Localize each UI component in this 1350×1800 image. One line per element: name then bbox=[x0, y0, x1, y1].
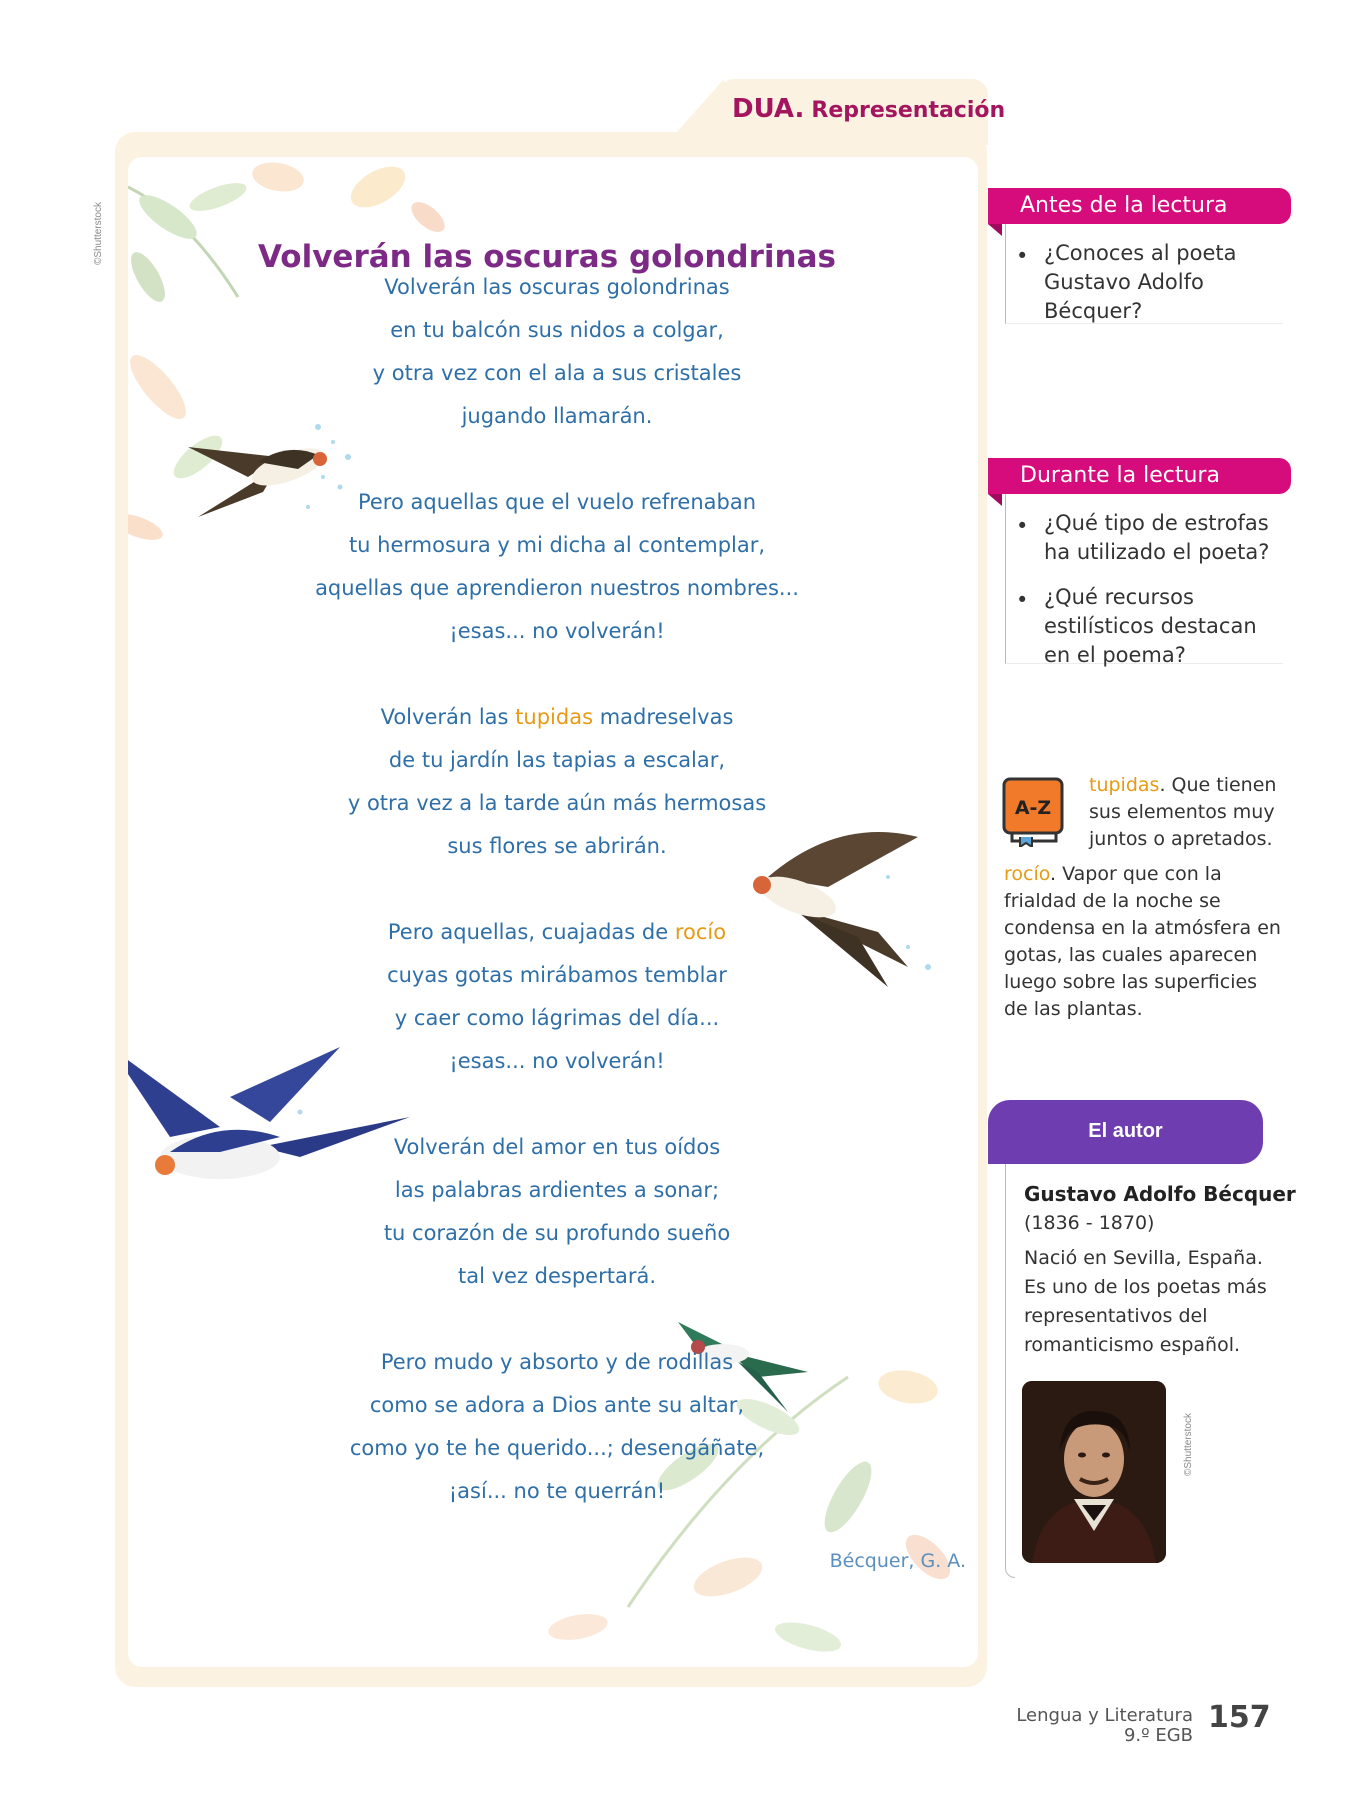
author-box bbox=[1005, 1164, 1015, 1578]
poem-title: Volverán las oscuras golondrinas bbox=[258, 239, 836, 275]
dua-tab-slope bbox=[676, 79, 724, 133]
author-bio: Nació en Sevilla, España. Es uno de los poetas más representativos del romanticismo español. bbox=[1024, 1247, 1267, 1356]
poem-verse: ¡esas... no volverán! bbox=[449, 1049, 665, 1073]
poem-verse: Pero mudo y absorto y de rodillas bbox=[380, 1350, 734, 1374]
verse-text: madreselvas bbox=[593, 705, 734, 729]
during-reading-header-fold bbox=[988, 494, 1002, 506]
poem-verse: como se adora a Dios ante su altar, bbox=[369, 1393, 745, 1417]
dua-banner-label: Representación bbox=[811, 98, 1006, 123]
bullet-icon: • bbox=[1016, 514, 1029, 538]
poem-verse: Volverán las oscuras golondrinas bbox=[384, 275, 730, 299]
poem-verse: ¡esas... no volverán! bbox=[449, 619, 665, 643]
glossary-term: tupidas bbox=[1089, 774, 1160, 796]
poem-signature: Bécquer, G. A. bbox=[829, 1550, 966, 1572]
poem-verse: tal vez despertará. bbox=[457, 1264, 656, 1288]
poem-verse: y caer como lágrimas del día... bbox=[394, 1006, 720, 1030]
portrait-illustration bbox=[1022, 1381, 1166, 1563]
author-portrait-credit: ©Shutterstock bbox=[1183, 1413, 1194, 1476]
before-reading-question: ¿Conoces al poeta Gustavo Adolfo Bécquer? bbox=[1044, 241, 1237, 323]
glossary-definition: . Que tienen sus elementos muy juntos o apretados. bbox=[1089, 774, 1277, 850]
poem-verse: y otra vez a la tarde aún más hermosas bbox=[347, 791, 767, 815]
glossary-entry-tupidas bbox=[1089, 772, 1284, 853]
verse-text: Volverán las bbox=[380, 705, 516, 729]
poem-verse: y otra vez con el ala a sus cristales bbox=[372, 361, 742, 385]
poem-card bbox=[128, 157, 978, 1667]
during-reading-question: ¿Qué tipo de estrofas ha utilizado el poeta? bbox=[1044, 511, 1270, 564]
poem-verse: las palabras ardientes a sonar; bbox=[394, 1178, 720, 1202]
poem-verse: Volverán del amor en tus oídos bbox=[393, 1135, 721, 1159]
during-reading-question: ¿Qué recursos estilísticos destacan en el poema? bbox=[1044, 585, 1257, 667]
glossary-entry-rocio bbox=[1004, 861, 1284, 1023]
poem-verse: en tu balcón sus nidos a colgar, bbox=[390, 318, 724, 342]
author-name: Gustavo Adolfo Bécquer bbox=[1024, 1182, 1296, 1206]
poem-verse bbox=[128, 705, 978, 729]
poem-verse: ¡así... no te querrán! bbox=[448, 1479, 666, 1503]
glossary-definition: . Vapor que con la frialdad de la noche se condensa en la atmósfera en gotas, las cuales aparecen luego sobre las superficies de las plantas. bbox=[1004, 863, 1281, 1020]
dictionary-icon bbox=[1002, 777, 1066, 847]
author-portrait bbox=[1022, 1381, 1166, 1563]
poem-verse: cuyas gotas mirábamos temblar bbox=[387, 963, 727, 987]
poem-verse: tu corazón de su profundo sueño bbox=[383, 1221, 731, 1245]
footer-grade: 9.º EGB bbox=[1123, 1725, 1193, 1746]
footer-subject-name: Lengua y Literatura bbox=[1016, 1705, 1193, 1726]
footer-subject bbox=[1016, 1706, 1193, 1746]
author-dates: (1836 - 1870) bbox=[1024, 1212, 1155, 1234]
before-reading-header: Antes de la lectura bbox=[988, 188, 1291, 224]
glossary-highlight: rocío bbox=[674, 920, 727, 944]
glossary-term: rocío bbox=[1004, 863, 1051, 885]
poem-verse: tu hermosura y mi dicha al contemplar, bbox=[348, 533, 766, 557]
page-number: 157 bbox=[1208, 1700, 1271, 1735]
verse-text: Pero aquellas, cuajadas de bbox=[387, 920, 675, 944]
image-credit-left: ©Shutterstock bbox=[93, 202, 104, 265]
bullet-icon: • bbox=[1016, 244, 1029, 268]
before-reading-header-fold bbox=[988, 224, 1002, 236]
poem-verse: jugando llamarán. bbox=[461, 404, 653, 428]
dua-banner bbox=[732, 94, 1005, 124]
poem-verse: aquellas que aprendieron nuestros nombres... bbox=[315, 576, 799, 600]
glossary-highlight: tupidas bbox=[515, 705, 594, 729]
poem-verse: como yo te he querido...; desengáñate, bbox=[349, 1436, 765, 1460]
poem-verse: sus flores se abrirán. bbox=[447, 834, 667, 858]
poem-verse: de tu jardín las tapias a escalar, bbox=[388, 748, 726, 772]
poem-verse: Pero aquellas que el vuelo refrenaban bbox=[357, 490, 757, 514]
during-reading-header: Durante la lectura bbox=[988, 458, 1291, 494]
poem-verse bbox=[128, 920, 978, 944]
bullet-icon: • bbox=[1016, 588, 1029, 612]
dictionary-icon-label: A-Z bbox=[1014, 797, 1052, 819]
author-tab: El autor bbox=[988, 1100, 1263, 1164]
dua-banner-prefix: DUA. bbox=[732, 94, 805, 124]
